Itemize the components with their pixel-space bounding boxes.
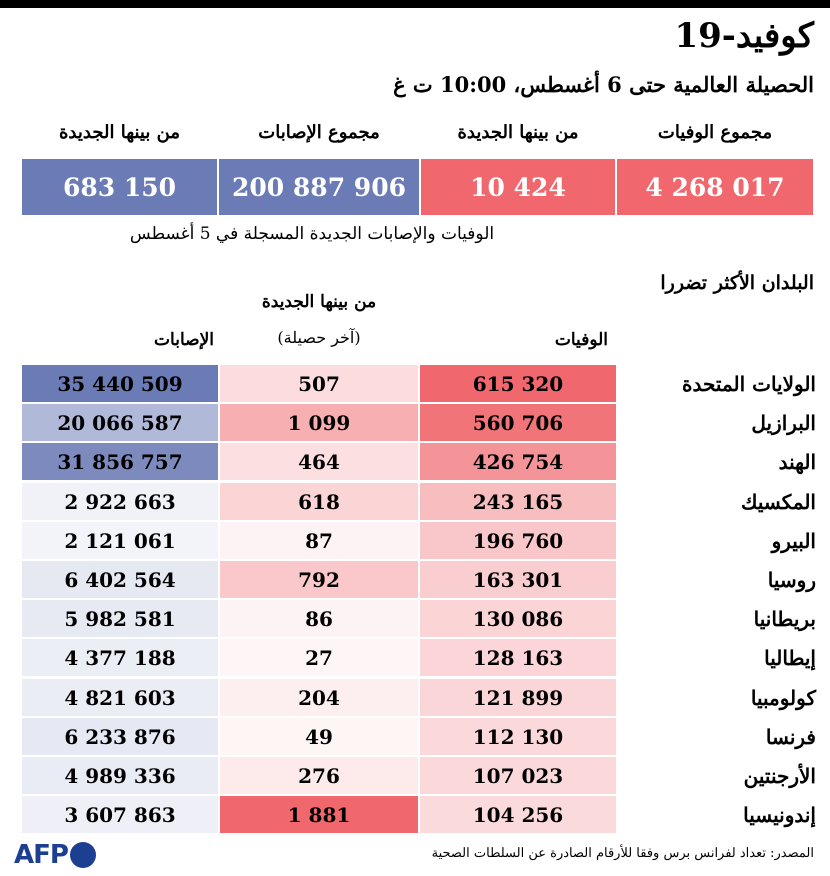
new-deaths-cell: 1 881 [220,796,418,833]
cases-cell: 4 377 188 [22,639,218,676]
deaths-cell: 107 023 [420,757,616,794]
country-label: المكسيك [741,489,816,514]
deaths-cell: 163 301 [420,561,616,598]
section-title: البلدان الأكثر تضررا [660,272,814,294]
summary-deaths-value: 4 268 017 [617,159,813,215]
country-label: فرنسا [765,724,816,749]
deaths-cell: 121 899 [420,679,616,716]
deaths-cell: 104 256 [420,796,616,833]
summary-new-cases-value: 683 150 [22,159,217,215]
new-deaths-cell: 87 [220,522,418,559]
page-title: كوفيد-19 [674,16,814,56]
cases-cell: 6 402 564 [22,561,218,598]
summary-new-deaths-value: 10 424 [421,159,615,215]
deaths-cell: 130 086 [420,600,616,637]
cases-cell: 6 233 876 [22,718,218,755]
new-deaths-cell: 86 [220,600,418,637]
cases-cell: 4 821 603 [22,679,218,716]
deaths-cell: 560 706 [420,404,616,441]
summary-new-cases-label: من بينها الجديدة [59,122,180,143]
col-header-new: من بينها الجديدة [261,292,377,312]
new-deaths-cell: 792 [220,561,418,598]
new-deaths-cell: 27 [220,639,418,676]
deaths-cell: 426 754 [420,443,616,480]
deaths-cell: 615 320 [420,365,616,402]
country-label: بريطانيا [753,606,816,631]
country-label: البرازيل [751,410,816,435]
cases-cell: 4 989 336 [22,757,218,794]
country-label: إندونيسيا [743,802,816,827]
country-label: البيرو [771,528,816,553]
summary-note: الوفيات والإصابات الجديدة المسجلة في 5 أغسطس [129,224,495,244]
country-label: كولومبيا [750,685,816,710]
top-bar [0,0,830,8]
new-deaths-cell: 618 [220,483,418,520]
deaths-cell: 128 163 [420,639,616,676]
col-header-new-sub: (آخر حصيلة) [277,328,361,347]
new-deaths-cell: 276 [220,757,418,794]
source-note: المصدر: تعداد لفرانس برس وفقا للأرقام الصادرة عن السلطات الصحية [431,846,814,861]
col-header-deaths: الوفيات [554,330,608,350]
summary-cases-value: 200 887 906 [219,159,419,215]
cases-cell: 20 066 587 [22,404,218,441]
new-deaths-cell: 507 [220,365,418,402]
summary-new-deaths-label: من بينها الجديدة [457,122,579,143]
new-deaths-cell: 49 [220,718,418,755]
country-label: إيطاليا [764,645,816,670]
country-label: الهند [778,449,816,474]
new-deaths-cell: 204 [220,679,418,716]
country-label: الأرجنتين [743,763,816,788]
col-header-cases: الإصابات [154,330,214,350]
page-subtitle: الحصيلة العالمية حتى 6 أغسطس، 10:00 ت غ [393,72,814,97]
deaths-cell: 196 760 [420,522,616,559]
deaths-cell: 243 165 [420,483,616,520]
cases-cell: 31 856 757 [22,443,218,480]
afp-logo-dot-icon [70,842,96,868]
cases-cell: 3 607 863 [22,796,218,833]
cases-cell: 2 121 061 [22,522,218,559]
new-deaths-cell: 464 [220,443,418,480]
deaths-cell: 112 130 [420,718,616,755]
summary-cases-label: مجموع الإصابات [258,122,380,143]
new-deaths-cell: 1 099 [220,404,418,441]
afp-logo [14,840,96,870]
country-label: روسيا [767,567,816,592]
cases-cell: 2 922 663 [22,483,218,520]
summary-deaths-label: مجموع الوفيات [657,122,773,143]
afp-logo-text: AFP [14,840,68,870]
cases-cell: 5 982 581 [22,600,218,637]
cases-cell: 35 440 509 [22,365,218,402]
country-label: الولايات المتحدة [682,371,816,396]
